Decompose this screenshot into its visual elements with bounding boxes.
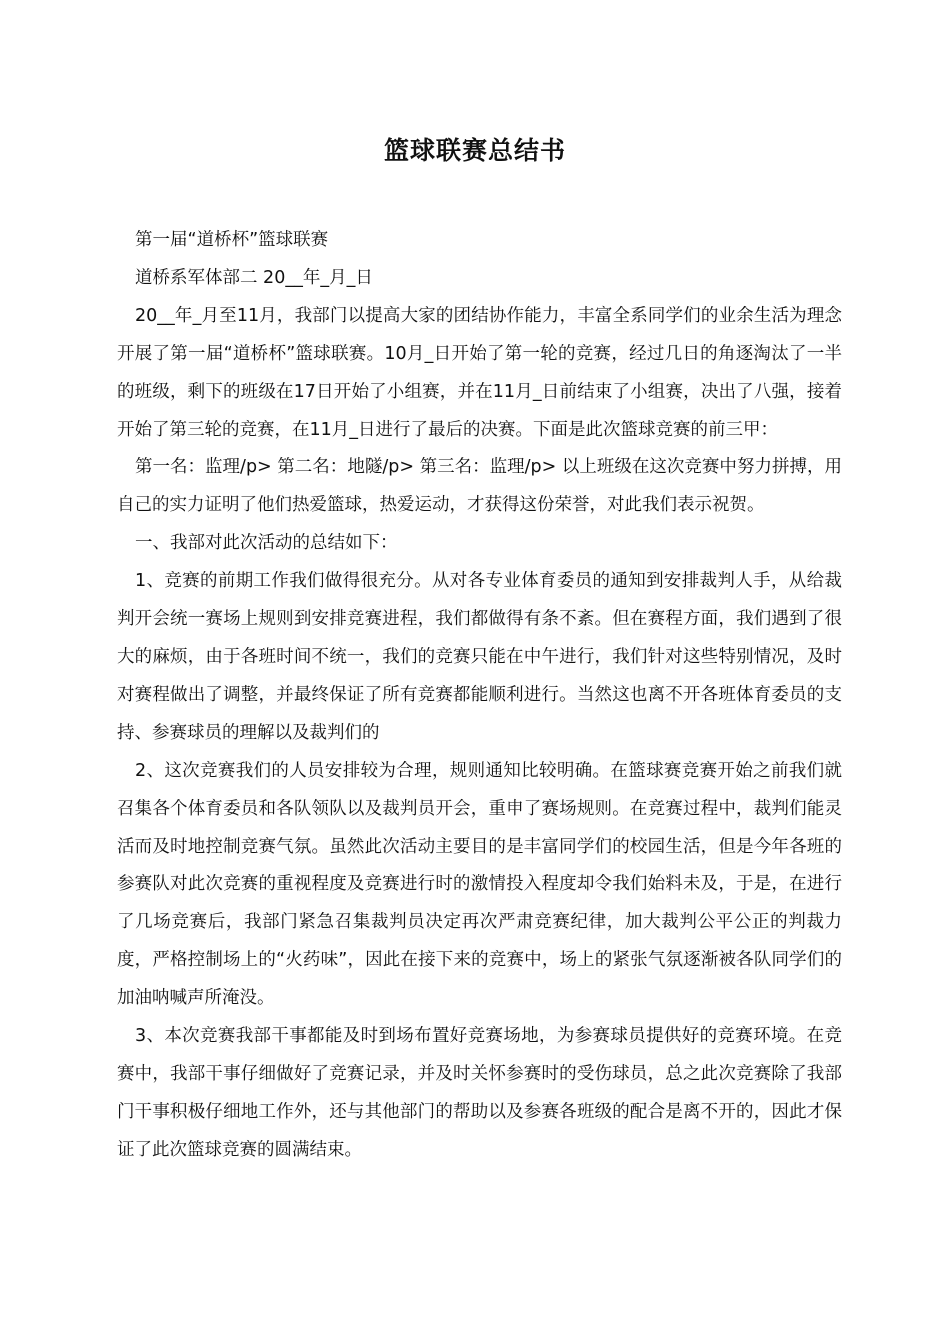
document-body bbox=[117, 222, 842, 1170]
document-title: 篮球联赛总结书 bbox=[383, 136, 566, 165]
paragraph-point-3: 3、本次竞赛我部干事都能及时到场布置好竞赛场地，为参赛球员提供好的竞赛环境。在竞赛中，我部干事仔细做好了竞赛记录，并及时关怀参赛时的受伤球员，总之此次竞赛除了我部门干事积极仔细地工作外，还与其他部门的帮助以及参赛各班级的配合是离不开的，因此才保证了此次篮球竞赛的圆满结束。 bbox=[117, 1026, 842, 1160]
paragraph-rankings: 第一名：监理/p> 第二名：地隧/p> 第三名：监理/p> 以上班级在这次竞赛中努力拼搏，用自己的实力证明了他们热爱篮球，热爱运动，才获得这份荣誉，对此我们表示祝贺。 bbox=[117, 457, 842, 516]
paragraph-point-1: 1、竞赛的前期工作我们做得很充分。从对各专业体育委员的通知到安排裁判人手，从给裁判开会统一赛场上规则到安排竞赛进程，我们都做得有条不紊。但在赛程方面，我们遇到了很大的麻烦，由于各班时间不统一，我们的竞赛只能在中午进行，我们针对这些特别情况，及时对赛程做出了调整，并最终保证了所有竞赛都能顺利进行。当然这也离不开各班体育委员的支持、参赛球员的理解以及裁判们的 bbox=[117, 571, 842, 743]
paragraph-overview: 20__年_月至11月，我部门以提高大家的团结协作能力，丰富全系同学们的业余生活为理念开展了第一届“道桥杯”篮球联赛。10月_日开始了第一轮的竞赛，经过几日的角逐淘汰了一半的班级，剩下的班级在17日开始了小组赛，并在11月_日前结束了小组赛，决出了八强，接着开始了第三轮的竞赛，在11月_日进行了最后的决赛。下面是此次篮球竞赛的前三甲： bbox=[117, 305, 842, 440]
paragraph-event-name: 第一届“道桥杯”篮球联赛 bbox=[135, 230, 329, 250]
paragraph-point-2: 2、这次竞赛我们的人员安排较为合理，规则通知比较明确。在篮球赛竞赛开始之前我们就召集各个体育委员和各队领队以及裁判员开会，重申了赛场规则。在竞赛过程中，裁判们能灵活而及时地控制竞赛气氛。虽然此次活动主要目的是丰富同学们的校园生活，但是今年各班的参赛队对此次竞赛的重视程度及竞赛进行时的激情投入程度却令我们始料未及，于是，在进行了几场竞赛后，我部门紧急召集裁判员决定再次严肃竞赛纪律，加大裁判公平公正的判裁力度，严格控制场上的“火药味”，因此在接下来的竞赛中，场上的紧张气氛逐渐被各队同学们的加油呐喊声所淹没。 bbox=[117, 760, 842, 1009]
paragraph-organizer-date: 道桥系军体部二 20__年_月_日 bbox=[135, 267, 373, 288]
paragraph-summary-heading: 一、我部对此次活动的总结如下： bbox=[135, 533, 398, 554]
